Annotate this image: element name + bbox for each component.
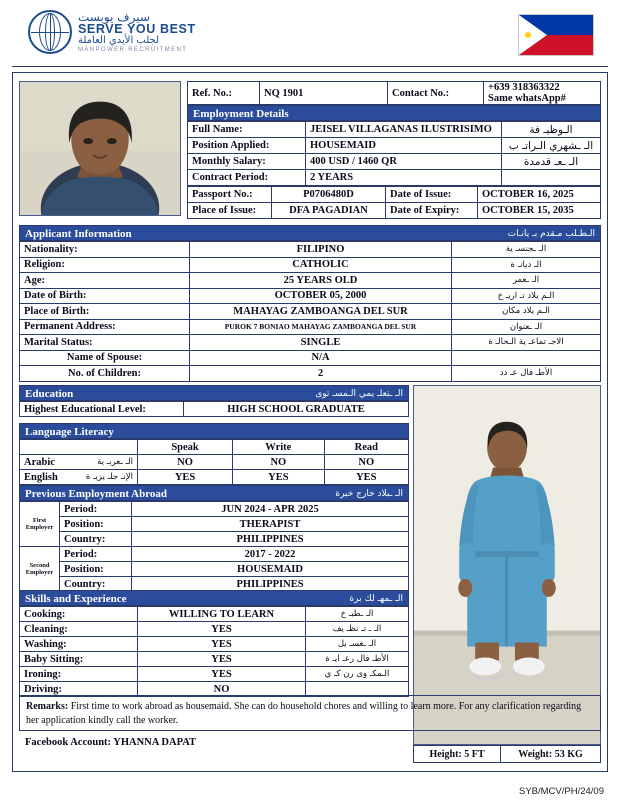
language-literacy-table — [19, 439, 409, 485]
date-of-birth-value: OCTOBER 05, 2000 — [190, 288, 452, 304]
date-of-birth-arabic: الـم يلاد تـ اريـ خ — [452, 288, 601, 304]
religion-label: Religion: — [20, 257, 190, 273]
table-row — [188, 187, 601, 203]
logo-text-block — [78, 11, 196, 54]
ironing-arabic: الـمكـ وى رن كـ ي — [306, 667, 409, 682]
first-country-value: PHILIPPINES — [132, 532, 409, 547]
company-logo — [28, 10, 196, 54]
english-speak-value: YES — [138, 470, 233, 485]
weight-value: 53 KG — [554, 748, 583, 760]
table-row — [20, 440, 409, 455]
previous-employment-block — [19, 485, 409, 592]
second-period-label: Period: — [60, 547, 132, 562]
first-period-value: JUN 2024 - APR 2025 — [132, 502, 409, 517]
second-position-label: Position: — [60, 562, 132, 577]
table-row — [20, 667, 409, 682]
full-name-label: Full Name: — [188, 122, 306, 138]
religion-arabic: الـ ديانـ ة — [452, 257, 601, 273]
no-of-children-value: 2 — [190, 366, 452, 382]
passport-table — [187, 186, 601, 219]
date-of-expiry-label: Date of Expiry: — [386, 203, 478, 219]
facebook-account-text: Facebook Account: YHANNA DAPAT — [25, 737, 197, 748]
table-row — [20, 532, 409, 547]
ironing-label: Ironing: — [20, 667, 138, 682]
employment-details-block — [187, 81, 601, 219]
cooking-label: Cooking: — [20, 607, 138, 622]
table-row — [20, 652, 409, 667]
passport-no-label: Passport No.: — [188, 187, 272, 203]
second-employer-label: Second Employer — [20, 547, 60, 592]
contact-line-1: +639 318363322 — [488, 82, 560, 93]
previous-employment-title-text: Previous Employment Abroad — [25, 488, 167, 500]
table-row — [20, 470, 409, 485]
contact-no-value — [484, 82, 601, 105]
washing-label: Washing: — [20, 637, 138, 652]
cleaning-label: Cleaning: — [20, 622, 138, 637]
remarks-label: Remarks: — [26, 701, 69, 712]
remarks-text: First time to work abroad as housemaid. She can do household chores and willing to learn more. For any clarification regarding her application kindly call the worker. — [26, 701, 582, 726]
logo-arabic-top: سيرف يوبست — [78, 9, 150, 24]
date-of-issue-value: OCTOBER 16, 2025 — [478, 187, 601, 203]
age-arabic: الـ ـعمر — [452, 273, 601, 289]
date-of-issue-label: Date of Issue: — [386, 187, 478, 203]
skills-experience-title — [19, 590, 409, 606]
table-row — [20, 350, 601, 366]
globe-icon — [28, 10, 72, 54]
table-row — [20, 304, 601, 320]
driving-label: Driving: — [20, 682, 138, 697]
table-row — [20, 319, 601, 335]
no-of-children-label: No. of Children: — [20, 366, 190, 382]
applicant-information-title — [19, 225, 601, 241]
no-of-children-arabic: الأطـ فال عـ دد — [452, 366, 601, 382]
second-position-value: HOUSEMAID — [132, 562, 409, 577]
language-english-name: English — [24, 471, 58, 483]
cooking-value: WILLING TO LEARN — [138, 607, 306, 622]
table-row — [20, 288, 601, 304]
applicant-information-title-text: Applicant Information — [25, 228, 132, 240]
cooking-arabic: الـ ـطبـ خ — [306, 607, 409, 622]
place-of-birth-arabic: الـم يلاد مكان — [452, 304, 601, 320]
table-row — [188, 154, 601, 170]
table-row — [20, 637, 409, 652]
language-arabic-name: Arabic — [24, 456, 55, 468]
table-row — [20, 366, 601, 382]
previous-employment-title — [19, 485, 409, 501]
permanent-address-label: Permanent Address: — [20, 319, 190, 335]
table-row — [20, 242, 601, 258]
language-col-read: Read — [324, 440, 408, 455]
table-row — [188, 138, 601, 154]
monthly-salary-arabic: الـ ـعـ قدمدة — [502, 154, 601, 170]
applicant-information-table — [19, 241, 601, 382]
table-row — [20, 455, 409, 470]
monthly-salary-value: 400 USD / 1460 QR — [306, 154, 502, 170]
language-col-write: Write — [233, 440, 324, 455]
table-row — [20, 335, 601, 351]
baby-sitting-value: YES — [138, 652, 306, 667]
education-title-text: Education — [25, 388, 74, 400]
first-employer-label: First Employer — [20, 502, 60, 547]
education-block — [19, 385, 409, 417]
ref-no-value: NQ 1901 — [260, 82, 388, 105]
marital-status-label: Marital Status: — [20, 335, 190, 351]
language-col-blank — [20, 440, 138, 455]
permanent-address-arabic: الـ ـعنوان — [452, 319, 601, 335]
language-literacy-block — [19, 423, 409, 485]
contract-period-value: 2 YEARS — [306, 170, 502, 186]
language-col-speak: Speak — [138, 440, 233, 455]
cv-frame — [12, 72, 608, 772]
employment-details-table — [187, 121, 601, 186]
age-label: Age: — [20, 273, 190, 289]
arabic-read-value: NO — [324, 455, 408, 470]
philippines-flag-icon — [518, 14, 594, 56]
second-country-value: PHILIPPINES — [132, 577, 409, 592]
language-row-english — [20, 470, 138, 485]
contact-line-2: Same whatsApp# — [488, 93, 566, 104]
education-table — [19, 401, 409, 417]
position-applied-label: Position Applied: — [188, 138, 306, 154]
second-period-value: 2017 - 2022 — [132, 547, 409, 562]
place-of-issue-label: Place of Issue: — [188, 203, 272, 219]
english-read-value: YES — [324, 470, 408, 485]
passport-no-value: P0706480D — [272, 187, 386, 203]
language-literacy-title: Language Literacy — [19, 423, 409, 439]
first-position-label: Position: — [60, 517, 132, 532]
full-name-arabic: الـوظيـ فة — [502, 122, 601, 138]
weight-label: Weight: — [518, 748, 553, 760]
name-of-spouse-arabic — [452, 350, 601, 366]
header-divider — [12, 66, 608, 67]
position-applied-arabic: الـ ـشهري الـراتـ ب — [502, 138, 601, 154]
table-row — [188, 82, 601, 105]
nationality-arabic: الـ ـجنسـ ية — [452, 242, 601, 258]
place-of-issue-value: DFA PAGADIAN — [272, 203, 386, 219]
monthly-salary-label: Monthly Salary: — [188, 154, 306, 170]
contact-no-label: Contact No.: — [388, 82, 484, 105]
applicant-information-title-arabic: الـطـلب مـقدم بـ يانـات — [507, 229, 595, 239]
table-row — [188, 203, 601, 219]
logo-main-name: SERVE YOU BEST — [78, 22, 196, 37]
driving-value: NO — [138, 682, 306, 697]
applicant-full-body-photo — [413, 385, 601, 745]
age-value: 25 YEARS OLD — [190, 273, 452, 289]
washing-arabic: الـ ـغسـ يل — [306, 637, 409, 652]
second-country-label: Country: — [60, 577, 132, 592]
height-value: 5 FT — [464, 748, 485, 760]
baby-sitting-label: Baby Sitting: — [20, 652, 138, 667]
english-write-value: YES — [233, 470, 324, 485]
logo-subtitle: MANPOWER RECRUITMENT — [78, 46, 188, 53]
ref-contact-table — [187, 81, 601, 105]
arabic-write-value: NO — [233, 455, 324, 470]
logo-arabic-bottom: لجلب الأيدي العاملة — [78, 35, 160, 47]
name-of-spouse-value: N/A — [190, 350, 452, 366]
skills-experience-table — [19, 606, 409, 697]
portrait-illustration — [20, 82, 180, 215]
remarks-block — [19, 695, 601, 731]
table-row — [20, 562, 409, 577]
skills-experience-block — [19, 590, 409, 697]
nationality-label: Nationality: — [20, 242, 190, 258]
place-of-birth-label: Place of Birth: — [20, 304, 190, 320]
height-label: Height: — [429, 748, 462, 760]
date-of-expiry-value: OCTOBER 15, 2035 — [478, 203, 601, 219]
cleaning-value: YES — [138, 622, 306, 637]
highest-education-label: Highest Educational Level: — [20, 402, 184, 417]
date-of-birth-label: Date of Birth: — [20, 288, 190, 304]
language-arabic-label-ar: الـ ـعربـ ية — [97, 456, 133, 467]
table-row — [20, 257, 601, 273]
permanent-address-value: PUROK 7 BONIAO MAHAYAG ZAMBOANGA DEL SUR — [190, 319, 452, 335]
skills-experience-title-text: Skills and Experience — [25, 593, 127, 605]
applicant-information-block — [19, 225, 601, 382]
baby-sitting-arabic: الأطـ فال رعـ ايـ ة — [306, 652, 409, 667]
highest-education-value: HIGH SCHOOL GRADUATE — [184, 402, 409, 417]
table-row — [188, 170, 601, 186]
marital-status-value: SINGLE — [190, 335, 452, 351]
table-row — [20, 402, 409, 417]
education-title — [19, 385, 409, 401]
full-body-illustration — [414, 386, 600, 744]
washing-value: YES — [138, 637, 306, 652]
employment-details-title: Employment Details — [187, 105, 601, 121]
previous-employment-table — [19, 501, 409, 592]
facebook-account-row — [19, 735, 601, 750]
previous-employment-title-arabic: الـ ـبلاد خارج خبرة — [335, 489, 403, 499]
full-name-value: JEISEL VILLAGANAS ILUSTRISIMO — [306, 122, 502, 138]
contract-period-arabic — [502, 170, 601, 186]
language-english-label-ar: الإنـ جلـ يزيـ ة — [85, 471, 133, 482]
language-row-arabic — [20, 455, 138, 470]
table-row — [20, 502, 409, 517]
position-applied-value: HOUSEMAID — [306, 138, 502, 154]
arabic-speak-value: NO — [138, 455, 233, 470]
table-row — [20, 622, 409, 637]
religion-value: CATHOLIC — [190, 257, 452, 273]
skills-experience-title-arabic: الـ ـمهـ لك برة — [349, 594, 403, 604]
first-country-label: Country: — [60, 532, 132, 547]
applicant-portrait-photo — [19, 81, 181, 216]
table-row — [20, 273, 601, 289]
name-of-spouse-label: Name of Spouse: — [20, 350, 190, 366]
place-of-birth-value: MAHAYAG ZAMBOANGA DEL SUR — [190, 304, 452, 320]
first-position-value: THERAPIST — [132, 517, 409, 532]
ref-no-label: Ref. No.: — [188, 82, 260, 105]
document-header — [0, 6, 620, 64]
document-footer-code: SYB/MCV/PH/24/09 — [518, 786, 604, 797]
nationality-value: FILIPINO — [190, 242, 452, 258]
first-period-label: Period: — [60, 502, 132, 517]
table-row — [20, 517, 409, 532]
cleaning-arabic: الـ ـ تـ نظـ يف — [306, 622, 409, 637]
marital-status-arabic: الاجـ تماعـ ية الـحالـ ة — [452, 335, 601, 351]
table-row — [20, 607, 409, 622]
contract-period-label: Contract Period: — [188, 170, 306, 186]
table-row — [188, 122, 601, 138]
ironing-value: YES — [138, 667, 306, 682]
table-row — [20, 547, 409, 562]
education-title-arabic: الـ ـتعلـ يمي الـمسـ توى — [315, 389, 403, 399]
